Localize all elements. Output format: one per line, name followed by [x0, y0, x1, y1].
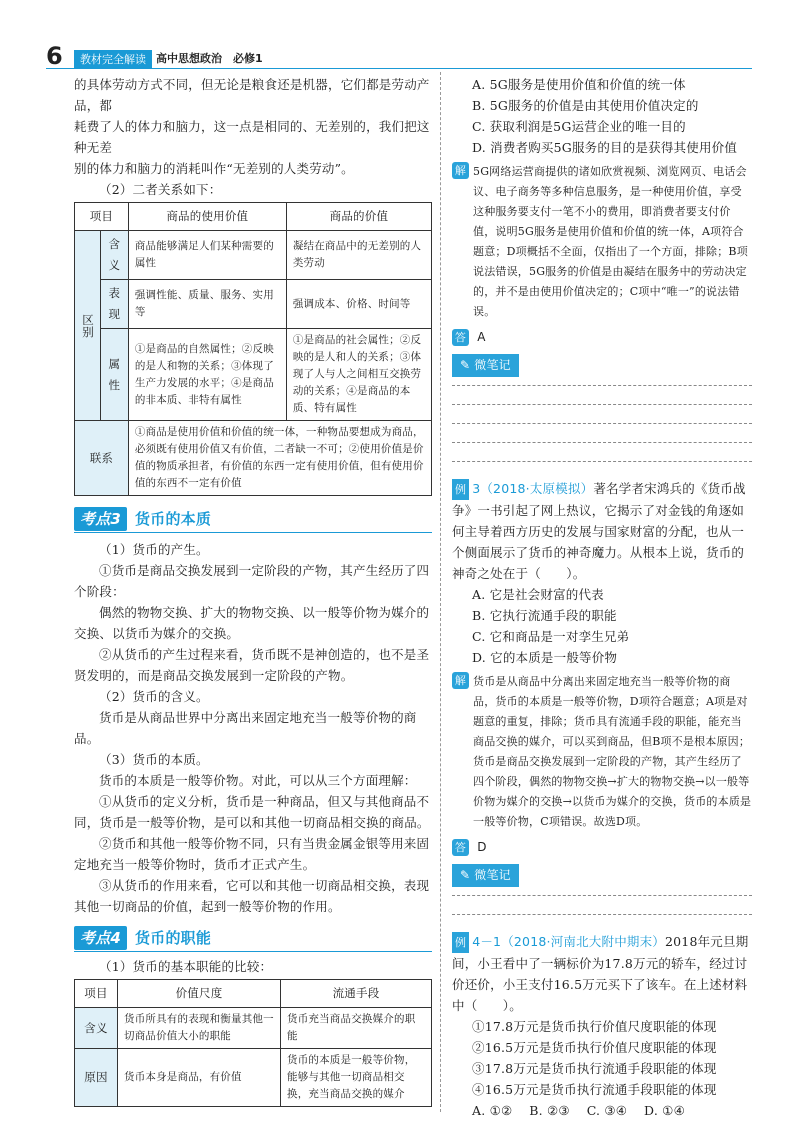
option: B. 5G服务的价值是由其使用价值决定的: [472, 98, 699, 113]
section4-intro: （1）货币的基本职能的比较：: [99, 959, 273, 974]
example-4: [452, 931, 752, 1121]
row-label: 表现: [101, 280, 129, 329]
note-line: [452, 461, 752, 462]
choice: B. ②③: [529, 1103, 570, 1118]
row-label: 原因: [75, 1049, 118, 1107]
table-cell: 凝结在商品中的无差别的人类劳动: [286, 231, 431, 280]
paragraph: 偶然的物物交换、扩大的物物交换、以一般等价物为媒介的交换、以货币为媒介的交换。: [74, 605, 430, 641]
table-cell: ①是商品的自然属性；②反映的是人和物的关系；③体现了生产力发展的水平；④是商品的非本质、非特有属性: [128, 329, 286, 421]
choice: C. ③④: [586, 1103, 628, 1118]
intro-line: 耗费了人的体力和脑力，这一点是相同的、无差别的，我们把这种无差: [74, 119, 430, 155]
series-label: 教材完全解读: [74, 50, 152, 68]
answer-value: D: [477, 840, 487, 854]
explanation-icon: 解: [452, 672, 469, 689]
option: B. 它执行流通手段的职能: [472, 608, 617, 623]
statement: ④16.5万元是货币执行流通手段职能的体现: [472, 1082, 717, 1097]
paragraph: ②从货币的产生过程来看，货币既不是神创造的，也不是圣贤发明的，而是商品交换发展到一定阶段的产物。: [74, 647, 430, 683]
section-badge: 考点3: [74, 507, 127, 531]
table-cell: ①是商品的社会属性；②反映的是人和人的关系；③体现了人与人之间相互交换劳动的关系；④是商品的本质、特有属性: [286, 329, 431, 421]
table-cell: 货币的本质是一般等价物，能够与其他一切商品相交换，充当商品交换的媒介: [281, 1049, 432, 1107]
table-cell: 强调成本、价格、时间等: [286, 280, 431, 329]
table-header: 项目: [75, 203, 129, 231]
note-line: [452, 404, 752, 405]
table-header: 价值尺度: [118, 980, 281, 1008]
explanation-2: [452, 672, 752, 832]
paragraph: （1）货币的产生。: [99, 542, 209, 557]
row-label: 联系: [75, 421, 129, 496]
group-label: 区别: [75, 231, 101, 421]
table-cell: 强调性能、质量、服务、实用等: [128, 280, 286, 329]
section-title: 货币的职能: [135, 928, 212, 947]
example-text: 著名学者宋鸿兵的《货币战争》一书引起了网上热议，它揭示了对金钱的角逐如何主导着西方历史的发展与国家财富的分配，也从一个侧面展示了货币的神奇魔力。从根本上说，货币的神奇之处在于（ ）。: [452, 481, 746, 581]
paragraph: 货币的本质是一般等价物。对此，可以从三个方面理解：: [99, 773, 417, 788]
note-label: ✎ 微笔记: [452, 354, 519, 377]
use-value-table: [74, 202, 432, 496]
paragraph: ①从货币的定义分析，货币是一种商品，但又与其他商品不同，货币是一般等价物，是可以和其他一切商品相交换的商品。: [74, 794, 430, 830]
note-line: [452, 442, 752, 443]
note-label: ✎ 微笔记: [452, 864, 519, 887]
left-column: [74, 74, 432, 1107]
section-heading-3: [74, 506, 432, 532]
paragraph: ②货币和其他一般等价物不同，只有当贵金属金银等用来固定地充当一般等价物时，货币才正式产生。: [74, 836, 430, 872]
example-stem: [452, 478, 752, 584]
table-cell: 货币本身是商品，有价值: [118, 1049, 281, 1107]
option: A. 5G服务是使用价值和价值的统一体: [472, 77, 686, 92]
choice: A. ①②: [472, 1103, 513, 1118]
answer-2: [452, 836, 752, 858]
row-label: 含义: [75, 1008, 118, 1049]
example-3: [452, 478, 752, 668]
table-header: 流通手段: [281, 980, 432, 1008]
explanation-text: 5G网络运营商提供的诸如欣赏视频、浏览网页、电话会议、电子商务等多种信息服务，是一种使用价值，享受这种服务要支付一笔不小的费用，即消费者要支付价值，说明5G服务是使用价值和价值的统一体，A项符合题意；D项概括不全面，仅指出了一个方面，排除；B项说法错误，5G服务的价值是由凝结在服务中的劳动决定的，并不是由使用价值决定的；C项中“唯一”的说法错误。: [473, 165, 748, 318]
header-rule: [46, 68, 752, 69]
example-badge: 例: [452, 932, 469, 953]
example-source: 3（2018·太原模拟）: [472, 481, 594, 496]
choices: [472, 1100, 752, 1121]
note-block-1: [452, 354, 752, 462]
paragraph: ③从货币的作用来看，它可以和其他一切商品相交换，表现其他一切商品的价值，起到一般等价物的作用。: [74, 878, 430, 914]
table-header: 商品的价值: [286, 203, 431, 231]
column-divider: [440, 72, 441, 1112]
note-line: [452, 914, 752, 915]
explanation-text: 货币是从商品中分离出来固定地充当一般等价物的商品，货币的本质是一般等价物，D项符合题意；A项是对题意的重复，排除；货币具有流通手段的职能，能充当商品交换的媒介，可以买到商品，但B项不是根本原因；货币是商品交换发展到一定阶段的产物，其产生经历了四个阶段，偶然的物物交换→扩大的物物交换→以一般等价物为媒介的交换→以货币为媒介的交换，货币的本质是一般等价物，C项错误。故选D项。: [473, 675, 752, 828]
table-header: 商品的使用价值: [128, 203, 286, 231]
answer-icon: 答: [452, 329, 469, 346]
option: C. 它和商品是一对孪生兄弟: [472, 629, 630, 644]
note-label-text: 微笔记: [474, 868, 511, 882]
section3-body: [74, 539, 432, 917]
option: A. 它是社会财富的代表: [472, 587, 604, 602]
paragraph: （3）货币的本质。: [99, 752, 209, 767]
statement: ①17.8万元是货币执行价值尺度职能的体现: [472, 1019, 717, 1034]
example-badge: 例: [452, 479, 469, 500]
intro-line: 别的体力和脑力的消耗叫作“无差别的人类劳动”。: [74, 161, 354, 176]
section-heading-4: [74, 925, 432, 951]
section-rule: [74, 532, 432, 533]
paragraph: ①货币是商品交换发展到一定阶段的产物，其产生经历了四个阶段：: [74, 563, 430, 599]
example-stem: [452, 931, 752, 1016]
section-badge: 考点4: [74, 926, 127, 950]
option: D. 消费者购买5G服务的目的是获得其使用价值: [472, 140, 738, 155]
row-label: 含义: [101, 231, 129, 280]
row-label: 属性: [101, 329, 129, 421]
note-block-2: [452, 864, 752, 915]
subject-label: 高中思想政治 必修1: [156, 52, 263, 65]
section-rule: [74, 951, 432, 952]
example-source: 4－1（2018·河南北大附中期末）: [472, 934, 665, 949]
paragraph: 货币是从商品世界中分离出来固定地充当一般等价物的商品。: [74, 710, 417, 746]
table-cell: 货币所具有的表现和衡量其他一切商品价值大小的职能: [118, 1008, 281, 1049]
option: C. 获取利润是5G运营企业的唯一目的: [472, 119, 686, 134]
example-text: 2018年元旦期间，小王看中了一辆标价为17.8万元的轿车，经过讨价还价，小王支付16.5万元买下了该车。在上述材料中（ ）。: [452, 934, 749, 1013]
table-cell: 商品能够满足人们某种需要的属性: [128, 231, 286, 280]
relation-title: （2）二者关系如下：: [99, 182, 222, 197]
table-cell: 货币充当商品交换媒介的职能: [281, 1008, 432, 1049]
section-title: 货币的本质: [135, 509, 212, 528]
note-line: [452, 423, 752, 424]
option: D. 它的本质是一般等价物: [472, 650, 618, 665]
intro-line: 的具体劳动方式不同，但无论是粮食还是机器，它们都是劳动产品，都: [74, 77, 430, 113]
choice: D. ①④: [644, 1103, 685, 1118]
paragraph: （2）货币的含义。: [99, 689, 209, 704]
page-number: 6: [46, 42, 63, 70]
explanation-icon: 解: [452, 162, 469, 179]
right-column: [452, 74, 752, 1121]
note-label-text: 微笔记: [474, 358, 511, 372]
table-header: 项目: [75, 980, 118, 1008]
statement: ②16.5万元是货币执行价值尺度职能的体现: [472, 1040, 717, 1055]
answer-1: [452, 326, 752, 348]
money-function-table: [74, 979, 432, 1107]
answer-icon: 答: [452, 839, 469, 856]
table-cell: ①商品是使用价值和价值的统一体，一种物品要想成为商品，必须既有使用价值又有价值，二者缺一不可；②使用价值是价值的物质承担者，有价值的东西一定有使用价值，但有使用价值的东西不一定有价值: [128, 421, 431, 496]
explanation-1: [452, 162, 752, 322]
note-line: [452, 895, 752, 896]
answer-value: A: [477, 330, 486, 344]
statement: ③17.8万元是货币执行流通手段职能的体现: [472, 1061, 717, 1076]
note-line: [452, 385, 752, 386]
